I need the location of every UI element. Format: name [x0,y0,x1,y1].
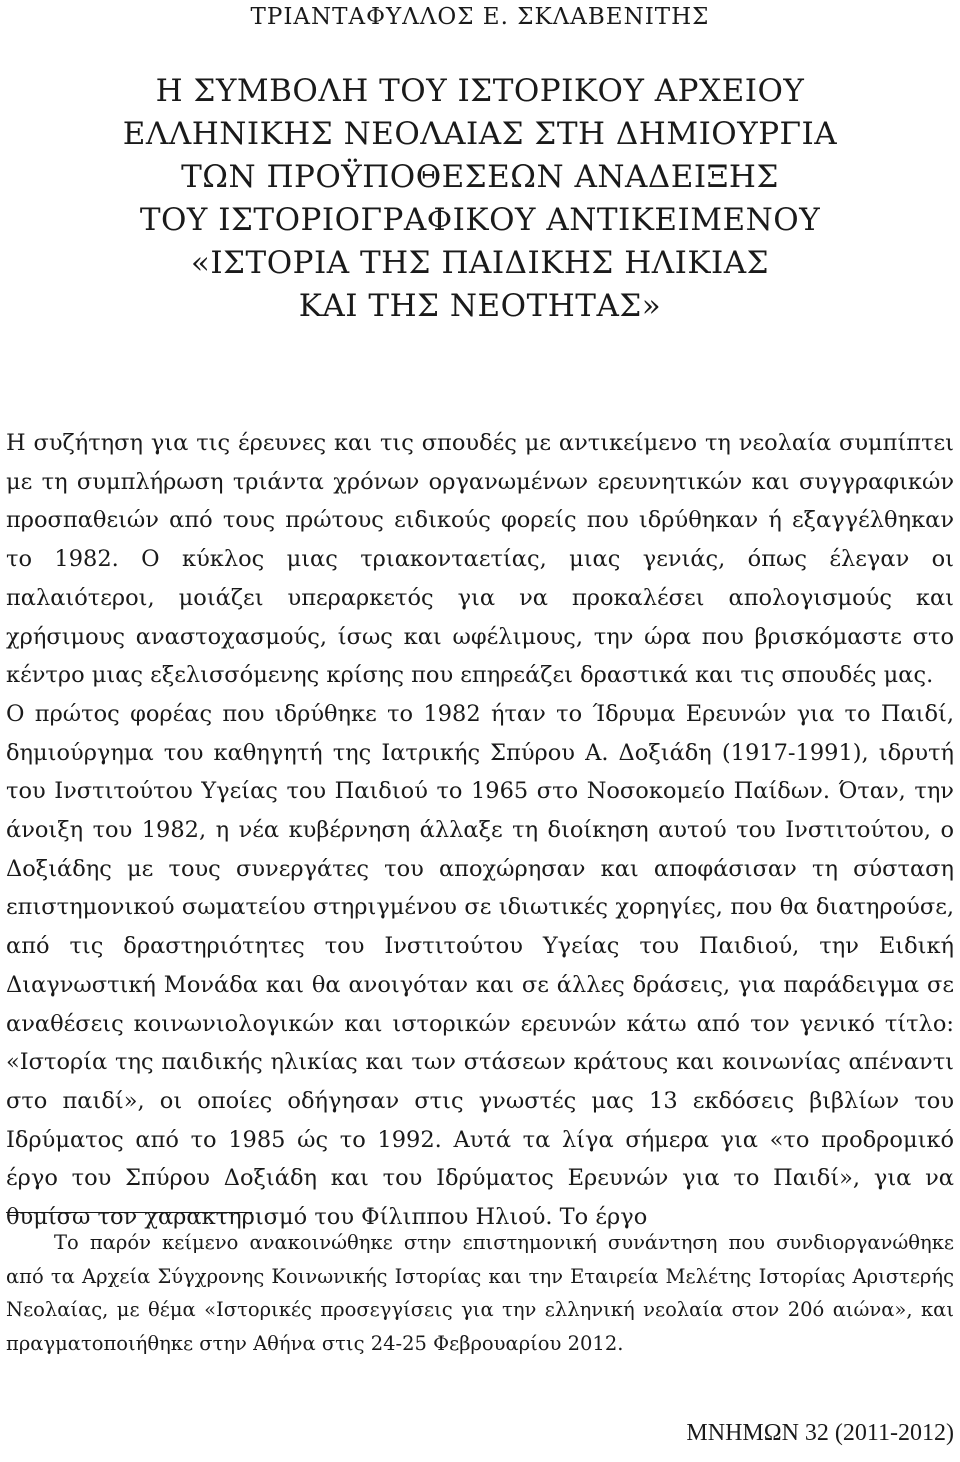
title-line: Η ΣΥΜΒΟΛΗ ΤΟΥ ΙΣΤΟΡΙΚΟΥ ΑΡΧΕΙΟΥ [155,73,805,109]
journal-footer: ΜΝΗΜΩΝ 32 (2011-2012) [686,1420,954,1446]
footnote-divider [6,1212,252,1213]
footnote: Το παρόν κείμενο ανακοινώθηκε στην επιστημονική συνάντηση που συνδιοργανώθηκε από τα Αρχεία Σύγχρονης Κοινωνικής Ιστορίας και την Εταιρεία Μελέτης Ιστορίας Αριστερής Νεολαίας, με θέμα «Ιστορικές προσεγγίσεις για την ελληνική νεολαία στον 20ό αιώνα», και πραγματοποιήθηκε στην Αθήνα στις 24-25 Φεβρουαρίου 2012. [6,1231,954,1355]
title-line: ΤΟΥ ΙΣΤΟΡΙΟΓΡΑΦΙΚΟΥ ΑΝΤΙΚΕΙΜΕΝΟΥ [139,202,821,238]
body-paragraph: Ο πρώτος φορέας που ιδρύθηκε το 1982 ήταν το Ίδρυμα Ερευνών για το Παιδί, δημιούργημα του καθηγητή της Ιατρικής Σπύρου Α. Δοξιάδη (1917-1991), ιδρυτή του Ινστιτούτου Υγείας του Παιδιού το 1965 στο Νοσοκομείο Παίδων. Όταν, την άνοιξη του 1982, η νέα κυβέρνηση άλλαξε τη διοίκηση αυτού του Ινστιτούτου, ο Δοξιάδης με τους συνεργάτες του αποχώρησαν και αποφάσισαν τη σύσταση επιστημονικού σωματείου στηριγμένου σε ιδιωτικές χορηγίες, που θα διατηρούσε, από τις δραστηριότητες του Ινστιτούτου Υγείας του Παιδιού, την Ειδική Διαγνωστική Μονάδα και θα ανοιγόταν και σε άλλες δράσεις, για παράδειγμα σε αναθέσεις κοινωνιολογικών και ιστορικών ερευνών κάτω από τον γενικό τίτλο: «Ιστορία της παιδικής ηλικίας και των στάσεων κράτους και κοινωνίας απέναντι στο παιδί», οι οποίες οδήγησαν στις γνωστές μας 13 εκδόσεις βιβλίων του Ιδρύματος από το 1985 ώς το 1992. Αυτά τα λίγα σήμερα για «το προδρομικό έργο του Σπύρου Δοξιάδη και του Ιδρύματος Ερευνών για το Παιδί», για να θυμίσω τον χαρακτηρισμό του Φίλιππου Ηλιού. Το έργο [6,700,954,1231]
title-line: ΕΛΛΗΝΙΚΗΣ ΝΕΟΛΑΙΑΣ ΣΤΗ ΔΗΜΙΟΥΡΓΙΑ [122,116,838,152]
title-line: ΤΩΝ ΠΡΟΫΠΟΘΕΣΕΩΝ ΑΝΑΔΕΙΞΗΣ [181,159,779,195]
title-line: «ΙΣΤΟΡΙΑ ΤΗΣ ΠΑΙΔΙΚΗΣ ΗΛΙΚΙΑΣ [190,245,770,281]
body-text [6,424,954,1237]
body-paragraph: Η συζήτηση για τις έρευνες και τις σπουδές με αντικείμενο τη νεολαία συμπίπτει με τη συμπλήρωση τριάντα χρόνων οργανωμένων ερευνητικών και συγγραφικών προσπαθειών από τους πρώτους ειδικούς φορείς που ιδρύθηκαν ή εξαγγέλθηκαν το 1982. Ο κύκλος μιας τριακονταετίας, μιας γενιάς, όπως έλεγαν οι παλαιότεροι, μοιάζει υπεραρκετός για να προκαλέσει απολογισμούς και χρήσιμους αναστοχασμούς, ίσως και ωφέλιμους, την ώρα που βρισκόμαστε στο κέντρο μιας εξελισσόμενης κρίσης που επηρεάζει δραστικά και τις σπουδές μας. [6,430,954,689]
title-line: ΚΑΙ ΤΗΣ ΝΕΟΤΗΤΑΣ» [298,288,662,324]
author-name: ΤΡΙΑΝΤΑΦΥΛΛΟΣ Ε. ΣΚΛΑΒΕΝΙΤΗΣ [250,4,710,30]
article-title [0,70,960,328]
